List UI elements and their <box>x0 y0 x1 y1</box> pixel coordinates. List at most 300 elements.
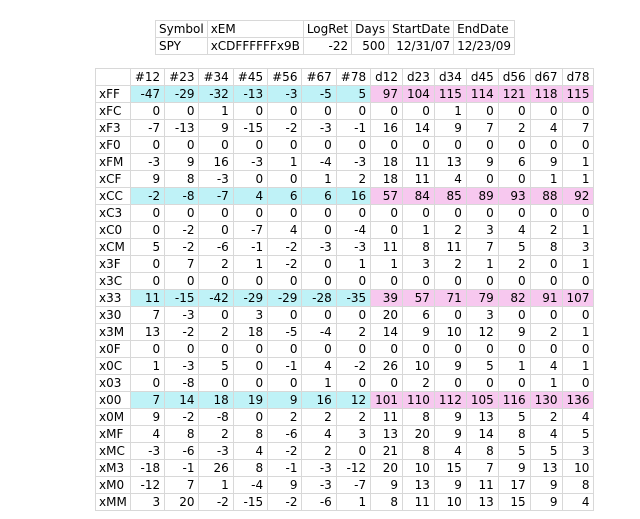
cycle-value-cell: -2 <box>268 120 302 137</box>
cycle-value-cell: -13 <box>165 120 199 137</box>
cycle-value-cell: -6 <box>165 443 199 460</box>
day-value-cell: 136 <box>562 392 594 409</box>
cycle-value-cell: 0 <box>199 205 233 222</box>
day-value-cell: 10 <box>562 460 594 477</box>
day-value-cell: 91 <box>530 290 562 307</box>
cycle-value-cell: 0 <box>268 307 302 324</box>
day-value-cell: 0 <box>403 137 435 154</box>
day-value-cell: 116 <box>498 392 530 409</box>
cycle-value-cell: -3 <box>336 239 370 256</box>
row-label: xM0 <box>96 477 131 494</box>
day-value-cell: 1 <box>403 222 435 239</box>
cycle-value-cell: 0 <box>268 137 302 154</box>
cycle-value-cell: 0 <box>336 273 370 290</box>
table-row <box>96 205 594 222</box>
cycle-value-cell: 0 <box>302 103 336 120</box>
cycle-value-cell: -32 <box>199 86 233 103</box>
day-value-cell: 9 <box>434 477 466 494</box>
row-label: xCC <box>96 188 131 205</box>
cycle-value-cell: 0 <box>233 273 267 290</box>
cycle-value-cell: 7 <box>130 392 164 409</box>
table-row <box>96 86 594 103</box>
cycle-value-cell: -18 <box>130 460 164 477</box>
cycle-value-cell: 0 <box>302 205 336 222</box>
day-value-cell: 13 <box>466 494 498 511</box>
day-value-cell: 82 <box>498 290 530 307</box>
day-value-cell: 18 <box>371 171 403 188</box>
day-value-cell: 0 <box>466 205 498 222</box>
table-row <box>96 239 594 256</box>
cycle-value-cell: 5 <box>336 86 370 103</box>
day-value-cell: 9 <box>466 154 498 171</box>
cycle-value-cell: 9 <box>130 409 164 426</box>
cycle-value-cell: 1 <box>233 256 267 273</box>
table-row <box>96 375 594 392</box>
cycle-value-cell: 19 <box>233 392 267 409</box>
day-value-cell: 10 <box>434 494 466 511</box>
day-value-cell: 15 <box>498 494 530 511</box>
day-value-cell: 1 <box>466 256 498 273</box>
row-label: x30 <box>96 307 131 324</box>
day-value-cell: 0 <box>562 341 594 358</box>
day-value-cell: 0 <box>530 103 562 120</box>
corner-cell <box>96 69 131 86</box>
table-row <box>96 154 594 171</box>
day-value-cell: 15 <box>434 460 466 477</box>
day-value-cell: 2 <box>530 324 562 341</box>
transition-table-body <box>96 86 594 511</box>
row-label: xCF <box>96 171 131 188</box>
day-value-cell: 3 <box>562 239 594 256</box>
cycle-value-cell: 0 <box>302 256 336 273</box>
cycle-value-cell: 0 <box>233 171 267 188</box>
day-value-cell: 3 <box>466 222 498 239</box>
day-value-cell: 0 <box>371 341 403 358</box>
cycle-value-cell: -29 <box>233 290 267 307</box>
cycle-value-cell: -2 <box>268 443 302 460</box>
cycle-value-cell: 7 <box>165 256 199 273</box>
summary-header-row <box>156 21 515 38</box>
summary-header-enddate: EndDate <box>454 21 515 38</box>
row-label: xFM <box>96 154 131 171</box>
cycle-value-cell: -4 <box>336 222 370 239</box>
day-value-cell: 0 <box>562 307 594 324</box>
day-value-cell: 17 <box>498 477 530 494</box>
table-row <box>96 137 594 154</box>
day-value-cell: 0 <box>530 307 562 324</box>
day-value-cell: 0 <box>434 341 466 358</box>
day-value-cell: 0 <box>403 205 435 222</box>
column-header: d78 <box>562 69 594 86</box>
cycle-value-cell: 0 <box>336 443 370 460</box>
day-value-cell: 121 <box>498 86 530 103</box>
cycle-value-cell: 0 <box>233 205 267 222</box>
day-value-cell: 1 <box>562 256 594 273</box>
cycle-value-cell: 0 <box>336 341 370 358</box>
cycle-value-cell: 18 <box>199 392 233 409</box>
cycle-value-cell: -1 <box>336 120 370 137</box>
cycle-value-cell: -6 <box>268 426 302 443</box>
day-value-cell: 13 <box>466 409 498 426</box>
day-value-cell: 0 <box>466 171 498 188</box>
table-row <box>96 171 594 188</box>
summary-header-xem: xEM <box>207 21 303 38</box>
column-header: d45 <box>466 69 498 86</box>
day-value-cell: 5 <box>498 409 530 426</box>
row-label: xMC <box>96 443 131 460</box>
cycle-value-cell: 16 <box>336 188 370 205</box>
cycle-value-cell: -4 <box>302 154 336 171</box>
cycle-value-cell: 0 <box>199 222 233 239</box>
table-row <box>96 307 594 324</box>
cycle-value-cell: 0 <box>268 341 302 358</box>
day-value-cell: 0 <box>498 307 530 324</box>
cycle-value-cell: 8 <box>165 171 199 188</box>
cycle-value-cell: -3 <box>199 171 233 188</box>
summary-value-logret: -22 <box>303 38 351 55</box>
cycle-value-cell: -3 <box>302 460 336 477</box>
day-value-cell: 0 <box>498 205 530 222</box>
cycle-value-cell: -3 <box>302 120 336 137</box>
day-value-cell: 57 <box>371 188 403 205</box>
day-value-cell: 3 <box>403 256 435 273</box>
day-value-cell: 14 <box>371 324 403 341</box>
day-value-cell: 14 <box>466 426 498 443</box>
cycle-value-cell: 9 <box>268 392 302 409</box>
day-value-cell: 20 <box>371 460 403 477</box>
cycle-value-cell: 0 <box>268 171 302 188</box>
day-value-cell: 0 <box>371 103 403 120</box>
cycle-value-cell: 4 <box>268 222 302 239</box>
row-label: xC0 <box>96 222 131 239</box>
table-row <box>96 290 594 307</box>
cycle-value-cell: -4 <box>233 477 267 494</box>
cycle-value-cell: 2 <box>336 171 370 188</box>
cycle-value-cell: 0 <box>165 103 199 120</box>
column-header-row <box>96 69 594 86</box>
day-value-cell: 0 <box>562 273 594 290</box>
day-value-cell: 2 <box>498 120 530 137</box>
day-value-cell: 10 <box>403 460 435 477</box>
day-value-cell: 1 <box>562 171 594 188</box>
cycle-value-cell: 0 <box>336 307 370 324</box>
cycle-value-cell: 0 <box>130 103 164 120</box>
column-header: #34 <box>199 69 233 86</box>
day-value-cell: 4 <box>562 494 594 511</box>
cycle-value-cell: 6 <box>302 188 336 205</box>
day-value-cell: 4 <box>530 120 562 137</box>
day-value-cell: 0 <box>434 307 466 324</box>
cycle-value-cell: 0 <box>199 273 233 290</box>
cycle-value-cell: 3 <box>130 494 164 511</box>
column-header: d34 <box>434 69 466 86</box>
day-value-cell: 0 <box>403 103 435 120</box>
day-value-cell: 0 <box>466 341 498 358</box>
cycle-value-cell: -3 <box>165 358 199 375</box>
table-row <box>96 409 594 426</box>
cycle-value-cell: 4 <box>302 358 336 375</box>
row-label: xMM <box>96 494 131 511</box>
cycle-value-cell: 9 <box>199 120 233 137</box>
cycle-value-cell: 1 <box>199 103 233 120</box>
day-value-cell: 1 <box>562 358 594 375</box>
day-value-cell: 93 <box>498 188 530 205</box>
cycle-value-cell: 0 <box>336 103 370 120</box>
cycle-value-cell: 1 <box>336 256 370 273</box>
day-value-cell: 115 <box>562 86 594 103</box>
cycle-value-cell: -8 <box>165 375 199 392</box>
cycle-value-cell: -6 <box>302 494 336 511</box>
day-value-cell: 8 <box>498 426 530 443</box>
day-value-cell: 1 <box>530 375 562 392</box>
cycle-value-cell: -3 <box>165 307 199 324</box>
cycle-value-cell: 0 <box>165 205 199 222</box>
day-value-cell: 1 <box>498 358 530 375</box>
cycle-value-cell: 14 <box>165 392 199 409</box>
day-value-cell: 92 <box>562 188 594 205</box>
cycle-value-cell: -3 <box>302 477 336 494</box>
cycle-value-cell: 0 <box>130 273 164 290</box>
cycle-value-cell: -7 <box>233 222 267 239</box>
day-value-cell: 0 <box>498 273 530 290</box>
day-value-cell: 110 <box>403 392 435 409</box>
cycle-value-cell: 2 <box>199 256 233 273</box>
summary-value-xem: xCDFFFFFFx9B <box>207 38 303 55</box>
day-value-cell: 0 <box>371 222 403 239</box>
column-header: #45 <box>233 69 267 86</box>
day-value-cell: 9 <box>530 154 562 171</box>
row-label: x33 <box>96 290 131 307</box>
cycle-value-cell: 1 <box>302 171 336 188</box>
day-value-cell: 20 <box>403 426 435 443</box>
row-label: xF0 <box>96 137 131 154</box>
day-value-cell: 1 <box>371 256 403 273</box>
table-row <box>96 443 594 460</box>
cycle-value-cell: 0 <box>165 341 199 358</box>
cycle-value-cell: -3 <box>302 239 336 256</box>
day-value-cell: 21 <box>371 443 403 460</box>
day-value-cell: 0 <box>498 103 530 120</box>
summary-value-row <box>156 38 515 55</box>
cycle-value-cell: -7 <box>336 477 370 494</box>
cycle-value-cell: -29 <box>268 290 302 307</box>
cycle-value-cell: -3 <box>199 443 233 460</box>
day-value-cell: 97 <box>371 86 403 103</box>
day-value-cell: 0 <box>466 273 498 290</box>
summary-table <box>155 20 515 55</box>
day-value-cell: 9 <box>498 324 530 341</box>
day-value-cell: 0 <box>466 103 498 120</box>
table-row <box>96 341 594 358</box>
cycle-value-cell: -3 <box>233 154 267 171</box>
summary-value-days: 500 <box>352 38 389 55</box>
cycle-value-cell: -8 <box>165 188 199 205</box>
cycle-value-cell: 0 <box>233 358 267 375</box>
cycle-value-cell: 9 <box>130 171 164 188</box>
cycle-value-cell: -2 <box>199 494 233 511</box>
cycle-value-cell: -1 <box>165 460 199 477</box>
day-value-cell: 1 <box>562 222 594 239</box>
cycle-value-cell: 16 <box>199 154 233 171</box>
day-value-cell: 12 <box>466 324 498 341</box>
day-value-cell: 1 <box>562 324 594 341</box>
day-value-cell: 5 <box>498 239 530 256</box>
day-value-cell: 11 <box>434 239 466 256</box>
day-value-cell: 115 <box>434 86 466 103</box>
day-value-cell: 101 <box>371 392 403 409</box>
cycle-value-cell: 20 <box>165 494 199 511</box>
cycle-value-cell: 4 <box>130 426 164 443</box>
day-value-cell: 8 <box>403 443 435 460</box>
day-value-cell: 8 <box>403 239 435 256</box>
day-value-cell: 8 <box>562 477 594 494</box>
cycle-value-cell: -2 <box>268 256 302 273</box>
cycle-value-cell: -47 <box>130 86 164 103</box>
cycle-value-cell: -1 <box>233 239 267 256</box>
day-value-cell: 5 <box>562 426 594 443</box>
summary-header-logret: LogRet <box>303 21 351 38</box>
row-label: xCM <box>96 239 131 256</box>
day-value-cell: 0 <box>371 205 403 222</box>
day-value-cell: 9 <box>498 460 530 477</box>
day-value-cell: 14 <box>403 120 435 137</box>
cycle-value-cell: -2 <box>165 324 199 341</box>
day-value-cell: 6 <box>403 307 435 324</box>
column-header: d12 <box>371 69 403 86</box>
day-value-cell: 11 <box>403 154 435 171</box>
day-value-cell: 3 <box>466 307 498 324</box>
day-value-cell: 4 <box>530 426 562 443</box>
cycle-value-cell: 0 <box>130 341 164 358</box>
day-value-cell: 9 <box>530 494 562 511</box>
cycle-value-cell: -2 <box>268 494 302 511</box>
cycle-value-cell: 0 <box>130 137 164 154</box>
cycle-value-cell: -1 <box>268 460 302 477</box>
cycle-value-cell: 18 <box>233 324 267 341</box>
day-value-cell: 4 <box>434 443 466 460</box>
day-value-cell: 0 <box>466 375 498 392</box>
cycle-value-cell: 0 <box>302 307 336 324</box>
day-value-cell: 0 <box>371 273 403 290</box>
table-row <box>96 273 594 290</box>
day-value-cell: 84 <box>403 188 435 205</box>
cycle-value-cell: 1 <box>268 154 302 171</box>
day-value-cell: 11 <box>403 171 435 188</box>
cycle-value-cell: 12 <box>336 392 370 409</box>
day-value-cell: 5 <box>530 443 562 460</box>
column-header: #23 <box>165 69 199 86</box>
cycle-value-cell: 2 <box>302 409 336 426</box>
cycle-value-cell: 0 <box>130 205 164 222</box>
day-value-cell: 0 <box>562 205 594 222</box>
row-label: xMF <box>96 426 131 443</box>
cycle-value-cell: -15 <box>233 120 267 137</box>
cycle-value-cell: -8 <box>199 409 233 426</box>
day-value-cell: 89 <box>466 188 498 205</box>
day-value-cell: 4 <box>498 222 530 239</box>
row-label: xM3 <box>96 460 131 477</box>
cycle-value-cell: 0 <box>165 137 199 154</box>
cycle-value-cell: 0 <box>165 273 199 290</box>
table-row <box>96 426 594 443</box>
day-value-cell: 8 <box>371 494 403 511</box>
cycle-value-cell: 13 <box>130 324 164 341</box>
summary-header-days: Days <box>352 21 389 38</box>
row-label: x03 <box>96 375 131 392</box>
cycle-value-cell: -15 <box>233 494 267 511</box>
cycle-value-cell: 5 <box>199 358 233 375</box>
cycle-value-cell: -5 <box>268 324 302 341</box>
cycle-value-cell: 9 <box>268 477 302 494</box>
cycle-value-cell: 0 <box>302 222 336 239</box>
cycle-value-cell: 8 <box>233 426 267 443</box>
table-row <box>96 188 594 205</box>
day-value-cell: 0 <box>434 375 466 392</box>
day-value-cell: 0 <box>498 137 530 154</box>
day-value-cell: 0 <box>498 375 530 392</box>
summary-header-startdate: StartDate <box>389 21 454 38</box>
day-value-cell: 57 <box>403 290 435 307</box>
day-value-cell: 18 <box>371 154 403 171</box>
day-value-cell: 2 <box>434 256 466 273</box>
cycle-value-cell: 7 <box>165 477 199 494</box>
day-value-cell: 85 <box>434 188 466 205</box>
cycle-value-cell: 0 <box>336 375 370 392</box>
day-value-cell: 0 <box>498 341 530 358</box>
cycle-value-cell: 0 <box>233 341 267 358</box>
day-value-cell: 0 <box>371 137 403 154</box>
column-header: d56 <box>498 69 530 86</box>
day-value-cell: 9 <box>403 324 435 341</box>
cycle-value-cell: 0 <box>268 375 302 392</box>
day-value-cell: 1 <box>434 103 466 120</box>
day-value-cell: 105 <box>466 392 498 409</box>
day-value-cell: 0 <box>434 137 466 154</box>
cycle-value-cell: 2 <box>199 426 233 443</box>
day-value-cell: 26 <box>371 358 403 375</box>
day-value-cell: 9 <box>434 409 466 426</box>
cycle-value-cell: -1 <box>268 358 302 375</box>
row-label: x3F <box>96 256 131 273</box>
column-header: d67 <box>530 69 562 86</box>
column-header: #67 <box>302 69 336 86</box>
day-value-cell: 2 <box>403 375 435 392</box>
cycle-value-cell: 0 <box>302 273 336 290</box>
cycle-value-cell: 4 <box>233 188 267 205</box>
cycle-value-cell: -7 <box>199 188 233 205</box>
cycle-value-cell: 0 <box>233 409 267 426</box>
day-value-cell: 107 <box>562 290 594 307</box>
cycle-value-cell: 0 <box>336 205 370 222</box>
cycle-value-cell: -12 <box>130 477 164 494</box>
day-value-cell: 112 <box>434 392 466 409</box>
summary-header-symbol: Symbol <box>156 21 208 38</box>
day-value-cell: 0 <box>562 103 594 120</box>
day-value-cell: 104 <box>403 86 435 103</box>
cycle-value-cell: -13 <box>233 86 267 103</box>
day-value-cell: 4 <box>434 171 466 188</box>
cycle-value-cell: 8 <box>165 426 199 443</box>
day-value-cell: 0 <box>403 273 435 290</box>
cycle-value-cell: 16 <box>302 392 336 409</box>
row-label: x00 <box>96 392 131 409</box>
day-value-cell: 0 <box>530 205 562 222</box>
day-value-cell: 79 <box>466 290 498 307</box>
cycle-value-cell: -3 <box>336 154 370 171</box>
day-value-cell: 10 <box>434 324 466 341</box>
day-value-cell: 2 <box>434 222 466 239</box>
cycle-value-cell: 1 <box>336 494 370 511</box>
